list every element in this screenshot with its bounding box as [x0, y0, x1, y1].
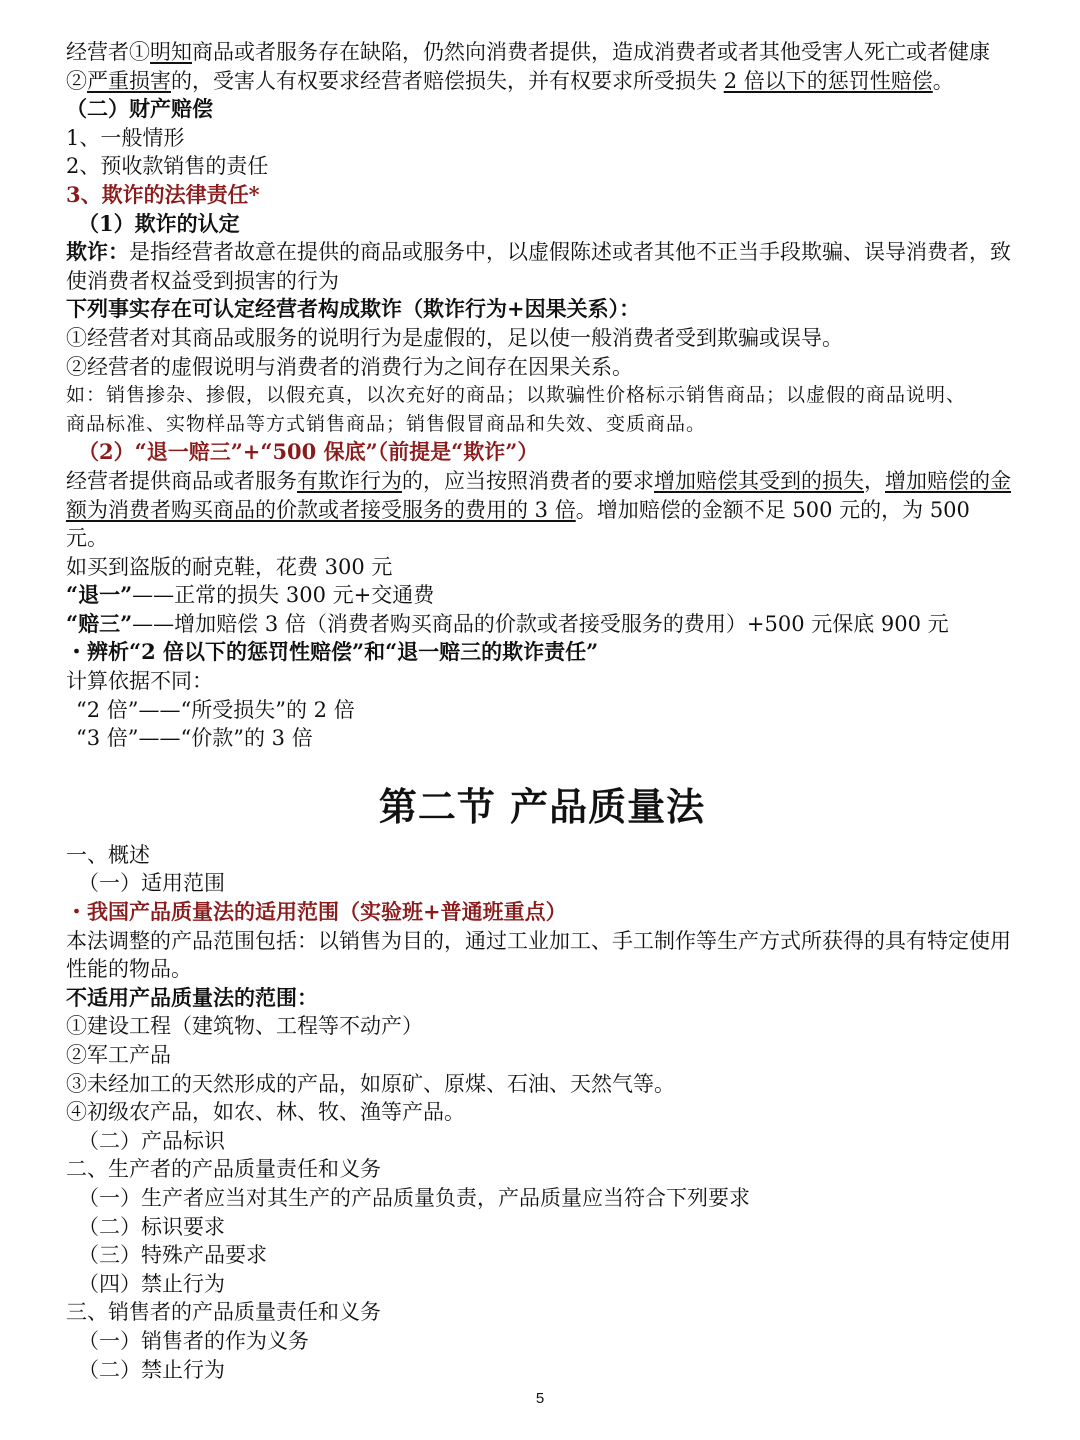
labeling-subheading: （二）产品标识 — [78, 1128, 225, 1153]
fraud-condition-2: ②经营者的虚假说明与消费者的消费行为之间存在因果关系。 — [66, 354, 633, 379]
fraud-conditions-heading: 下列事实存在可认定经营者构成欺诈（欺诈行为+因果关系）： — [66, 296, 641, 322]
refund-one-line — [66, 581, 1018, 610]
underlined-term: 有欺诈行为 — [297, 468, 402, 493]
producer-item: （二）标识要求 — [78, 1214, 225, 1239]
comparison-3x: “3 倍”——“价款”的 3 倍 — [76, 726, 313, 751]
case-example: 如买到盗版的耐克鞋，花费 300 元 — [66, 554, 393, 579]
comparison-2x: “2 倍”——“所受损失”的 2 倍 — [76, 697, 355, 722]
underlined-term: 明知 — [150, 40, 192, 64]
fraud-identification-subheading: （1）欺诈的认定 — [78, 210, 240, 236]
text-segment: 的，应当按照消费者的要求 — [402, 468, 654, 493]
refund-triple-subheading: （2）“退一赔三”+“500 保底”（前提是“欺诈”） — [78, 439, 539, 465]
exclusion-item: ④初级农产品，如农、林、牧、渔等产品。 — [66, 1100, 465, 1125]
property-item-prepayment: 2、预收款销售的责任 — [66, 154, 269, 179]
seller-item: （一）销售者的作为义务 — [78, 1328, 309, 1353]
text-segment: 商品或者服务存在缺陷，仍然向消费者提供，造成消费者或者其他受害人死亡或者健康 — [192, 40, 990, 64]
liability-line-2 — [66, 67, 1018, 96]
refund-one-text: ——正常的损失 300 元+交通费 — [132, 583, 435, 608]
text-segment: 。增加赔偿的金额不足 500 元的，为 500 元。 — [66, 497, 970, 551]
underlined-term: 严重损害 — [87, 68, 171, 93]
text-segment: 。 — [932, 68, 954, 93]
comparison-heading: ・辨析“2 倍以下的惩罚性赔偿”和“退一赔三的欺诈责任” — [66, 639, 599, 665]
producer-item: （三）特殊产品要求 — [78, 1243, 267, 1268]
definition-label: 欺诈： — [66, 239, 129, 265]
text-segment: 的，受害人有权要求经营者赔偿损失，并有权要求所受损失 — [171, 68, 724, 93]
property-compensation-heading: （二）财产赔偿 — [66, 96, 213, 122]
fraud-definition — [66, 238, 1018, 295]
text-segment: ， — [864, 468, 885, 493]
section-title: 第二节 产品质量法 — [378, 783, 706, 829]
exclusion-item: ①建设工程（建筑物、工程等不动产） — [66, 1014, 423, 1039]
producer-heading: 二、生产者的产品质量责任和义务 — [66, 1157, 381, 1182]
fraud-liability-heading: 3、欺诈的法律责任* — [66, 181, 260, 207]
liability-line-1 — [66, 38, 1018, 67]
definition-text: 是指经营者故意在提供的商品或服务中，以虚假陈述或者其他不正当手段欺骗、误导消费者，致使消费者权益受到损害的行为 — [66, 240, 1011, 293]
exclusion-heading: 不适用产品质量法的范围： — [66, 984, 318, 1010]
refund-one-label: “退一” — [66, 582, 133, 608]
property-item-general: 1、一般情形 — [66, 125, 185, 150]
fraud-example-line-2: 商品标准、实物样品等方式销售商品；销售假冒商品和失效、变质商品。 — [66, 412, 707, 435]
comparison-basis: 计算依据不同： — [66, 669, 213, 694]
fraud-condition-1: ①经营者对其商品或服务的说明行为是虚假的，足以使一般消费者受到欺骗或误导。 — [66, 325, 843, 350]
underlined-term: 增加赔偿其受到的损失 — [654, 468, 864, 493]
underlined-term: 增加赔偿的金额为消费者购买商品的价款或者接受服务的费用的 3 倍 — [66, 468, 1011, 522]
compensate-three-text: ——增加赔偿 3 倍（消费者购买商品的价款或者接受服务的费用）+500 元保底 900 元 — [132, 611, 949, 636]
exclusion-item: ③未经加工的天然形成的产品，如原矿、原煤、石油、天然气等。 — [66, 1071, 675, 1096]
page-number: 5 — [535, 1390, 545, 1407]
scope-text: 本法调整的产品范围包括：以销售为目的，通过工业加工、手工制作等生产方式所获得的具有特定使用性能的物品。 — [66, 928, 1011, 982]
seller-heading: 三、销售者的产品质量责任和义务 — [66, 1300, 381, 1325]
underlined-term: 2 倍以下的惩罚性赔偿 — [723, 68, 933, 93]
fraud-example-line-1: 如：销售掺杂、掺假，以假充真，以次充好的商品；以欺骗性价格标示销售商品；以虚假的商品说明、 — [66, 384, 967, 407]
compensate-three-line — [66, 610, 1018, 639]
compensate-three-label: “赔三” — [66, 610, 133, 636]
text-segment: 经营者① — [66, 40, 150, 64]
text-segment: ② — [66, 68, 87, 93]
seller-item: （二）禁止行为 — [78, 1357, 225, 1382]
scope-key-heading: ・我国产品质量法的适用范围（实验班+普通班重点） — [66, 899, 567, 925]
producer-item: （四）禁止行为 — [78, 1271, 225, 1296]
text-segment: 经营者提供商品或者服务 — [66, 468, 297, 493]
scope-subheading: （一）适用范围 — [78, 871, 225, 896]
refund-triple-rule — [66, 467, 1018, 553]
exclusion-item: ②军工产品 — [66, 1043, 171, 1067]
overview-heading: 一、概述 — [66, 842, 150, 867]
producer-item: （一）生产者应当对其生产的产品质量负责，产品质量应当符合下列要求 — [78, 1185, 750, 1210]
